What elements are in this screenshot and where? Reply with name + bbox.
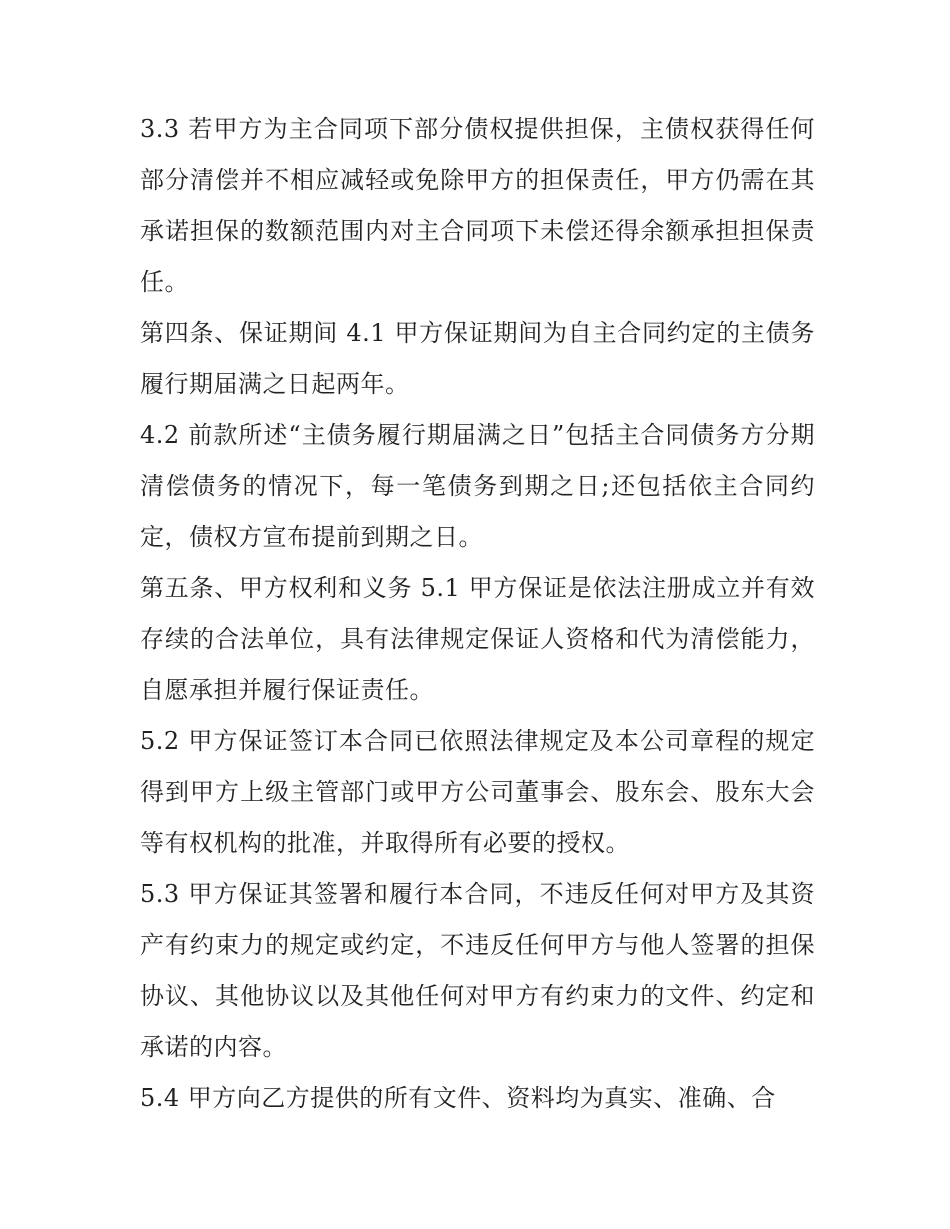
document-body	[140, 104, 815, 1124]
paragraph-article-4-1: 第四条、保证期间 4.1 甲方保证期间为自主合同约定的主债务履行期届满之日起两年。	[140, 319, 815, 398]
paragraph-5-2: 5.2 甲方保证签订本合同已依照法律规定及本公司章程的规定得到甲方上级主管部门或甲方公司董事会、股东会、股东大会等有权机构的批准，并取得所有必要的授权。	[140, 727, 815, 857]
paragraph-5-3: 5.3 甲方保证其签署和履行本合同，不违反任何对甲方及其资产有约束力的规定或约定，不违反任何甲方与他人签署的担保协议、其他协议以及其他任何对甲方有约束力的文件、约定和承诺的内容。	[140, 880, 815, 1061]
paragraph-5-4: 5.4 甲方向乙方提供的所有文件、资料均为真实、准确、合	[140, 1084, 776, 1112]
paragraph-article-5-1: 第五条、甲方权利和义务 5.1 甲方保证是依法注册成立并有效存续的合法单位，具有法律规定保证人资格和代为清偿能力，自愿承担并履行保证责任。	[140, 574, 815, 704]
paragraph-3-3: 3.3 若甲方为主合同项下部分债权提供担保，主债权获得任何部分清偿并不相应减轻或免除甲方的担保责任，甲方仍需在其承诺担保的数额范围内对主合同项下未偿还得余额承担担保责任。	[140, 115, 815, 296]
paragraph-4-2: 4.2 前款所述“主债务履行期届满之日”包括主合同债务方分期清偿债务的情况下，每一笔债务到期之日;还包括依主合同约定，债权方宣布提前到期之日。	[140, 421, 815, 551]
